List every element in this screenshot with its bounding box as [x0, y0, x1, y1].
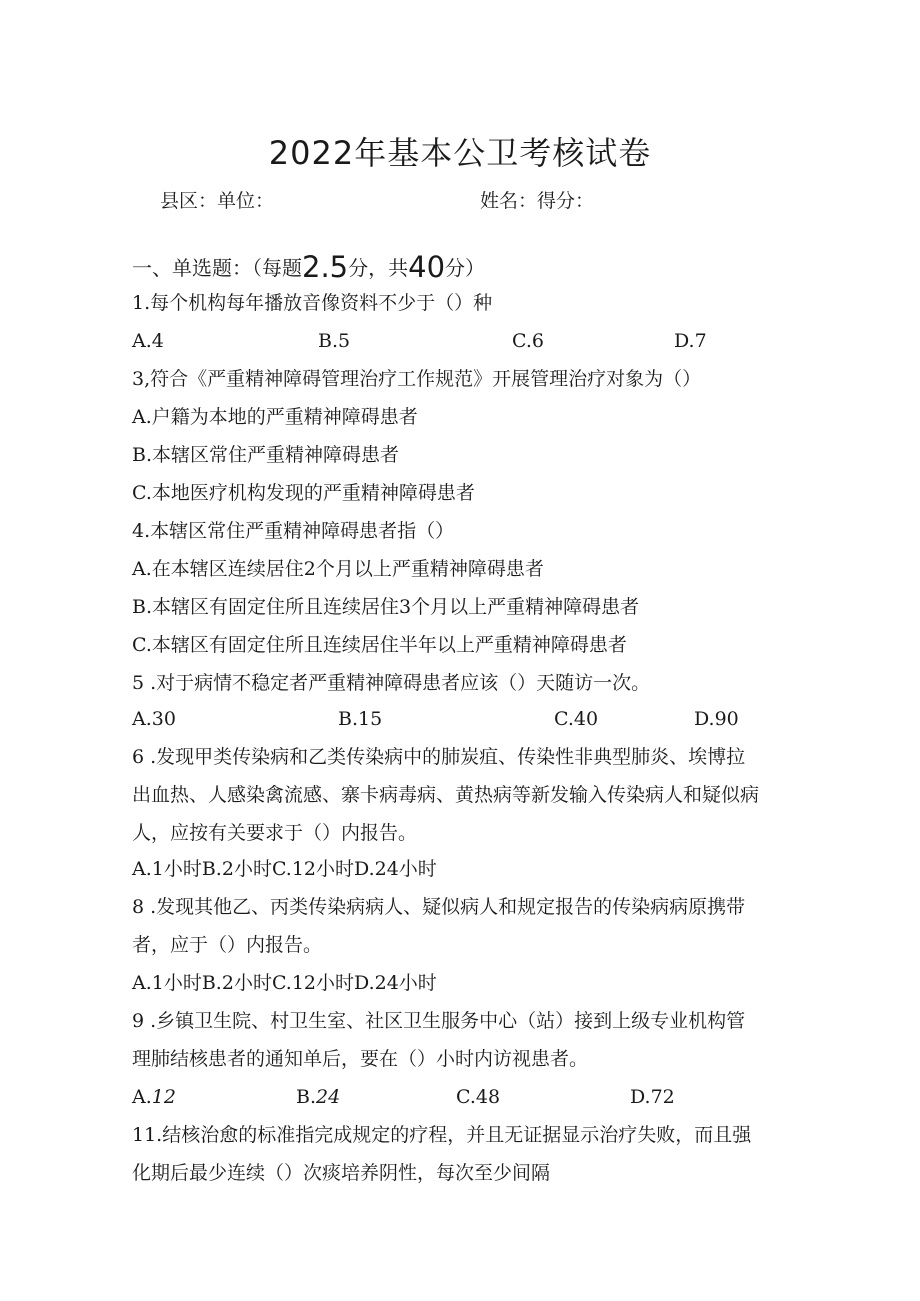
- question-5: 5 .对于病情不稳定者严重精神障碍患者应该（）天随访一次。: [132, 672, 651, 694]
- question-4: 4.本辖区常住严重精神障碍患者指（）: [132, 520, 455, 542]
- q4-option-b: B.本辖区有固定住所且连续居住3个月以上严重精神障碍患者: [132, 596, 640, 618]
- q9-option-a-value: 12: [151, 1086, 176, 1108]
- q5-option-c: C.40: [554, 708, 599, 730]
- q9-option-c: C.48: [456, 1086, 501, 1108]
- question-6-line-3: 人，应按有关要求于（）内报告。: [132, 822, 418, 844]
- q5-option-d: D.90: [694, 708, 739, 730]
- section-total-score: 40: [408, 250, 446, 284]
- q4-option-a: A.在本辖区连续居住2个月以上严重精神障碍患者: [132, 558, 544, 580]
- question-8-line-2: 者，应于（）内报告。: [132, 934, 323, 956]
- header-county-unit: 县区：单位：: [160, 190, 275, 212]
- section-suffix: 分）: [445, 256, 486, 280]
- question-11-line-1: 11.结核治愈的标准指完成规定的疗程，并且无证据显示治疗失败，而且强: [132, 1124, 752, 1146]
- q8-options: A.1小时B.2小时C.12小时D.24小时: [132, 972, 437, 994]
- section-score-per-item: 2.5: [302, 250, 349, 284]
- q1-option-d: D.7: [674, 330, 707, 352]
- question-3: 3,符合《严重精神障碍管理治疗工作规范》开展管理治疗对象为（）: [132, 368, 702, 390]
- question-6-line-2: 出血热、人感染禽流感、寨卡病毒病、黄热病等新发输入传染病人和疑似病: [132, 784, 760, 806]
- section-prefix: 一、单选题：（每题: [132, 256, 302, 280]
- question-6-line-1: 6 .发现甲类传染病和乙类传染病中的肺炭疽、传染性非典型肺炎、埃博拉: [132, 746, 746, 768]
- q4-option-c: C.本辖区有固定住所且连续居住半年以上严重精神障碍患者: [132, 634, 627, 656]
- section-heading: [132, 250, 485, 285]
- q9-option-b-letter: B.: [296, 1086, 317, 1108]
- q9-option-a-letter: A.: [132, 1086, 152, 1108]
- q5-option-a: A.30: [132, 708, 176, 730]
- question-1: 1.每个机构每年播放音像资料不少于（）种: [132, 292, 493, 314]
- q9-option-a: [132, 1086, 176, 1108]
- q1-option-c: C.6: [512, 330, 544, 352]
- q3-option-b: B.本辖区常住严重精神障碍患者: [132, 444, 400, 466]
- q5-option-b: B.15: [338, 708, 383, 730]
- q9-option-b: [296, 1086, 340, 1108]
- q1-option-b: B.5: [318, 330, 351, 352]
- q6-options: A.1小时B.2小时C.12小时D.24小时: [132, 858, 437, 880]
- header-name-score: 姓名：得分：: [480, 190, 595, 212]
- q3-option-c: C.本地医疗机构发现的严重精神障碍患者: [132, 482, 475, 504]
- page-title: 2022年基本公卫考核试卷: [268, 134, 652, 172]
- q1-option-a: A.4: [132, 330, 164, 352]
- question-9-line-2: 理肺结核患者的通知单后，要在（）小时内访视患者。: [132, 1048, 589, 1070]
- question-11-line-2: 化期后最少连续（）次痰培养阴性，每次至少间隔: [132, 1162, 551, 1184]
- q3-option-a: A.户籍为本地的严重精神障碍患者: [132, 406, 418, 428]
- question-9-line-1: 9 .乡镇卫生院、村卫生室、社区卫生服务中心（站）接到上级专业机构管: [132, 1010, 746, 1032]
- question-8-line-1: 8 .发现其他乙、丙类传染病病人、疑似病人和规定报告的传染病病原携带: [132, 896, 746, 918]
- section-mid: 分，共: [348, 256, 409, 280]
- q9-option-d: D.72: [630, 1086, 675, 1108]
- q9-option-b-value: 24: [316, 1086, 341, 1108]
